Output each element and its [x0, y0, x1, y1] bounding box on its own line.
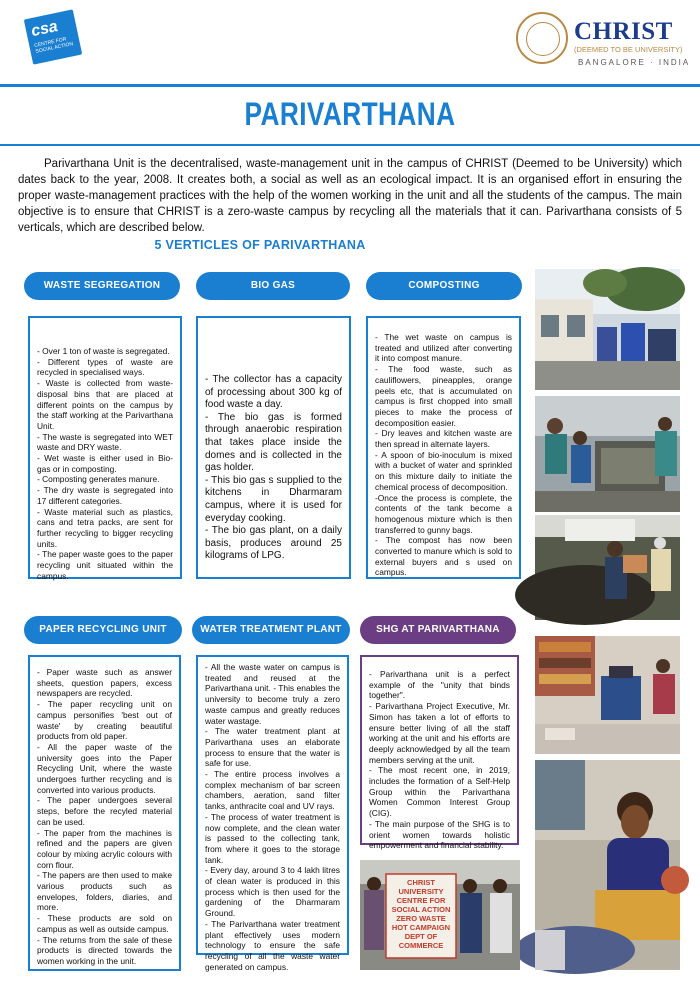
christ-name: CHRIST — [574, 18, 673, 45]
list-item: - A spoon of bio-inoculum is mixed with a bucket of water and sprinkled on this mixture daily to initiate the chemical process of decomposition. — [375, 449, 512, 492]
photo-campaign-group — [360, 860, 520, 970]
list-item: - Wet waste is either used in Bio- gas or in composting. — [37, 453, 173, 474]
shg-box — [360, 655, 519, 851]
list-item: - Different types of waste are recycled in specialised ways. — [37, 356, 173, 378]
list-item: - The water treatment plant at Parivarthana uses an elaborate process to ensure that the water is safe for use. — [205, 726, 340, 769]
paper-recycling-box — [28, 655, 181, 971]
paper-recycling-title: PAPER RECYCLING UNIT — [24, 616, 182, 644]
christ-subtitle: (DEEMED TO BE UNIVERSITY) — [574, 45, 683, 54]
photo-composting-tank — [535, 396, 680, 512]
list-item: - The paper undergoes several steps, before the recyled material can be used. — [37, 795, 172, 827]
verticals-heading: 5 VERTICLES OF PARIVARTHANA — [154, 238, 366, 252]
list-item: - These products are sold on campus as well as outside campus. — [37, 913, 172, 934]
photo-compost-bags — [535, 515, 680, 620]
intro-paragraph: Parivarthana Unit is the decentralised, waste-management unit in the campus of CHRIST (Deemed to be University) which dates back to the year, 2008. It creates both, a social as well as an ecological impact. It is an organised effort in ensuring the proper waste-management practices with the help of the women working in the unit and all the students of the campus. The main objective is to ensure that CHRIST is a zero-waste campus by recycling all the materials that it can. Parivarthana consists of 5 verticals, which are described below. — [18, 158, 682, 234]
composting-title: COMPOSTING — [366, 272, 522, 300]
composting-list — [375, 332, 512, 578]
christ-seal-icon — [516, 12, 568, 64]
list-item: - Every day, around 3 to 4 lakh litres of clean water is produced in this process which is then used for the gardening of the Dharmaram Ground. — [205, 865, 340, 919]
paper-recycling-list — [37, 667, 172, 967]
page-title: PARIVARTHANA — [244, 96, 456, 132]
water-treatment-list — [205, 662, 340, 972]
list-item: - Waste is collected from waste-disposal bins that are placed at different points on the campus by the staff working at the Parivarthana Unit. — [37, 378, 173, 431]
list-item: - The bio gas is formed through anaerobic respiration that takes place inside the domes and is collected in the gas holder. — [205, 411, 342, 474]
biogas-list — [205, 374, 342, 563]
waste-segregation-list — [37, 346, 173, 581]
biogas-title: BIO GAS — [196, 272, 350, 300]
csa-logo-caption: CENTRE FOR SOCIAL ACTION — [33, 36, 74, 55]
christ-place: BANGALORE · INDIA — [578, 58, 691, 67]
shg-list — [369, 669, 510, 851]
list-item: - The waste is segregated into WET waste and DRY waste. — [37, 431, 173, 453]
photo-paper-recycling — [535, 636, 680, 754]
header-divider — [0, 84, 700, 87]
list-item: - Composting generates manure. — [37, 474, 160, 485]
list-item: - The most recent one, in 2019, includes the formation of a Self-Help Group within the Parivarthana Women Common Interest Group (CIG). — [369, 765, 510, 819]
christ-logo — [516, 12, 696, 74]
photo-biogas-plant — [535, 269, 680, 390]
list-item: -Once the process is complete, the contents of the tank become a homogenous mixture which is then transferred to gunny bags. — [375, 492, 512, 535]
list-item: - The process of water treatment is now complete, and the clean water is passed to the collecting tank, from where it goes to the storage tank. — [205, 811, 340, 865]
water-treatment-box — [196, 655, 349, 972]
list-item: - All the waste water on campus is treated and reused at the Parivarthana unit. - This enables the university to become truly a zero waste campus and greatly reduces water wastage. — [205, 662, 340, 726]
list-item: - The main purpose of the SHG is to orient women towards holistic empowerment and financial stability. — [369, 818, 510, 851]
list-item: - The paper waste goes to the paper recycling unit situated within the campus. — [37, 549, 173, 581]
list-item: - The bio gas plant, on a daily basis, produces around 25 kilograms of LPG. — [205, 525, 342, 562]
list-item: - Paper waste such as answer sheets, question papers, excess newspapers are recycled. — [37, 667, 172, 699]
campaign-sign-text: CHRIST UNIVERSITY CENTRE FOR SOCIAL ACTION ZERO WASTE HOT CAMPAIGN DEPT OF COMMERCE — [391, 878, 451, 950]
list-item: - The returns from the sale of these products is directed towards the women working in the unit. — [37, 934, 172, 966]
list-item: - Over 1 ton of waste is segregated. — [37, 346, 170, 356]
waste-segregation-title: WASTE SEGREGATION — [24, 272, 180, 300]
list-item: - The paper recycling unit on campus personifies 'best out of waste' by creating beautiful products from old paper. — [37, 699, 172, 742]
list-item: - The dry waste is segregated into 17 different categories. — [37, 485, 173, 506]
shg-title: SHG AT PARIVARTHANA — [360, 616, 516, 644]
csa-logo — [24, 9, 82, 64]
list-item: - All the paper waste of the university goes into the Paper Recycling Unit, where the waste undergoes further recycling and is converted into various products. — [37, 741, 172, 795]
list-item: - The food waste, such as cauliflowers, pineapples, orange peels etc, that is accumulated on campus is first chopped into small pieces to make the process of decomposition easier. — [375, 364, 512, 428]
list-item: - The paper from the machines is refined and the papers are given colour by mixing acrylic colours with corn flour. — [37, 827, 172, 870]
list-item: - The Parivarthana water treatment plant effectively uses modern technology to ensure the safe recycling of all the waste water generated on campus. — [205, 918, 340, 972]
title-divider — [0, 144, 700, 146]
list-item: - The collector has a capacity of processing about 300 kg of food waste a day. — [205, 374, 342, 411]
list-item: - The compost has now been converted to manure which is sold to external buyers and s used on campus. — [375, 535, 512, 578]
list-item: - The papers are then used to make various products such as envelopes, folders, diaries, and more. — [37, 870, 172, 913]
list-item: - The wet waste on campus is treated and utilized after converting it into compost manure. — [375, 332, 512, 364]
water-treatment-title: WATER TREATMENT PLANT — [192, 616, 350, 644]
list-item: - The entire process involves a complex mechanism of bar screen chambers, aeration, sand filter tanks, anthracite coal and UV rays. — [205, 769, 340, 812]
list-item: - Waste material such as plastics, cans and tetra packs, are sent for further recycling to bigger recycling units. — [37, 506, 173, 549]
photo-shg-worker — [535, 760, 680, 970]
composting-box — [366, 316, 521, 579]
list-item: - This bio gas s supplied to the kitchens in Dharmaram campus, where it is used for everyday cooking. — [205, 474, 342, 524]
list-item: - Parivarthana Project Executive, Mr. Simon has taken a lot of efforts to ensure better living of all the staff working at the unit and his efforts are deeply acknowledged by all the team members serving at the unit. — [369, 701, 510, 765]
waste-segregation-box — [28, 316, 182, 579]
list-item: - Parivarthana unit is a perfect example of the "unity that binds together". — [369, 669, 510, 701]
biogas-box — [196, 316, 351, 579]
csa-logo-text: csa — [29, 17, 60, 41]
list-item: - Dry leaves and kitchen waste are then spread in alternate layers. — [375, 428, 512, 450]
